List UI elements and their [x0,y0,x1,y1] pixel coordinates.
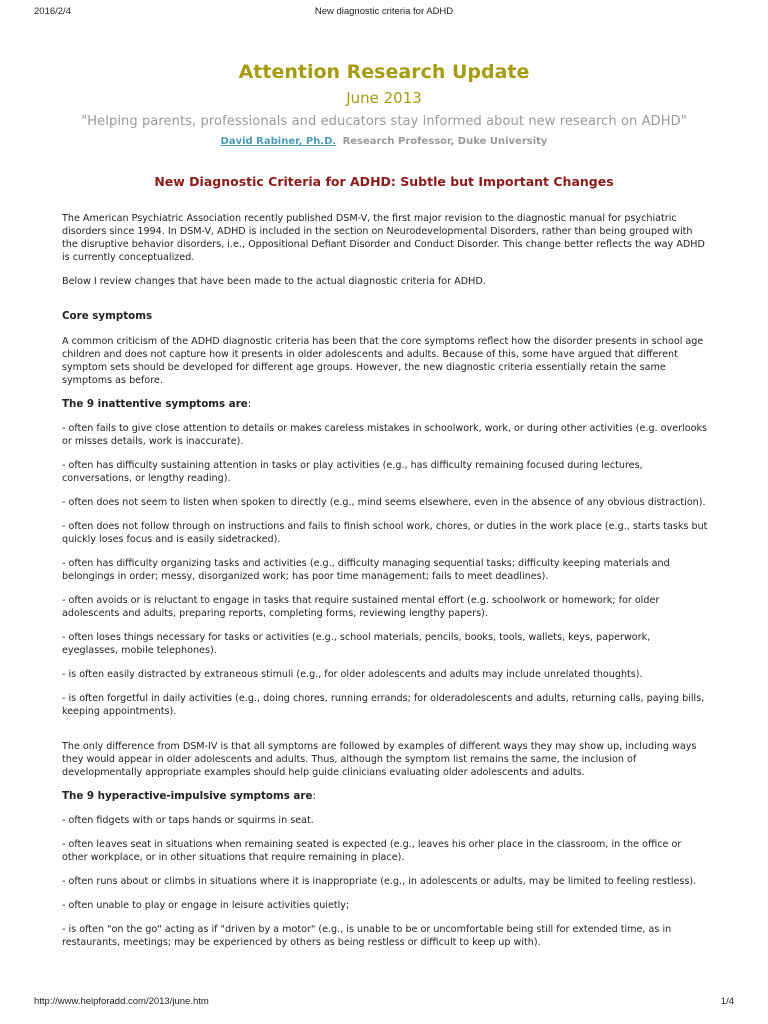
article-body [62,212,708,960]
issue-date: June 2013 [346,89,422,107]
inattentive-symptom: - often loses things necessary for tasks or activities (e.g., school materials, pencils, books, tools, wallets, keys, paperwork, eyeglasses, mobile telephones). [62,632,651,656]
hyperactive-symptom: - often fidgets with or taps hands or squirms in seat. [62,815,314,826]
author-line [0,134,768,150]
print-page-title: New diagnostic criteria for ADHD [314,6,454,17]
inattentive-symptom: - often has difficulty organizing tasks and activities (e.g., difficulty managing sequential tasks; difficulty keeping materials and belongings in order; messy, disorganized work; has poor time management; fails to meet deadlines). [62,558,670,582]
hyperactive-symptom: - often unable to play or engage in leisure activities quietly; [62,900,350,911]
inattentive-symptom: - often avoids or is reluctant to engage in tasks that require sustained mental effort (e.g. schoolwork or homework; for older adolescents and adults, preparing reports, completing forms, reviewing lengthy papers). [62,595,660,619]
site-title: Attention Research Update [238,61,530,83]
difference-paragraph: The only difference from DSM-IV is that all symptoms are followed by examples of different ways they may show up, including ways they would appear in older adolescents and adults. Thus, although the symptom list remains the same, the inclusion of developmentally appropriate examples should help guide clinicians evaluating older adolescents and adults. [62,741,697,778]
page-number: 1/4 [720,996,734,1007]
inattentive-symptom: - often has difficulty sustaining attention in tasks or play activities (e.g., has difficulty remaining focused during lectures, conversations, or lengthy reading). [62,460,643,484]
tagline: "Helping parents, professionals and educators stay informed about new research on ADHD" [81,114,687,129]
inattentive-symptom: - is often easily distracted by extraneous stimuli (e.g., for older adolescents and adults may include unrelated thoughts). [62,669,643,680]
print-footer [0,996,768,1010]
inattentive-symptom: - often does not seem to listen when spoken to directly (e.g., mind seems elsewhere, even in the absence of any obvious distraction). [62,497,706,508]
author-link[interactable]: David Rabiner, Ph.D. [220,136,337,147]
intro-paragraph: The American Psychiatric Association recently published DSM-V, the first major revision to the diagnostic manual for psychiatric disorders since 1994. In DSM-V, ADHD is included in the section on Neurodevelopmental Disorders, rather than being grouped with the disruptive behavior disorders, i.e., Oppositional Defiant Disorder and Conduct Disorder. This change better reflects the way ADHD is currently conceptualized. [62,213,705,263]
inattentive-heading: The 9 inattentive symptoms are: [62,398,252,410]
print-url: http://www.helpforadd.com/2013/june.htm [34,996,209,1007]
print-date: 2016/2/4 [34,6,71,17]
hyperactive-heading: The 9 hyperactive-impulsive symptoms are: [62,790,316,802]
inattentive-symptom: - often fails to give close attention to details or makes careless mistakes in schoolwork, work, or during other activities (e.g. overlooks or misses details, work is inaccurate). [62,423,708,447]
print-header [0,6,768,20]
hyperactive-symptom: - often leaves seat in situations when remaining seated is expected (e.g., leaves his orher place in the classroom, in the office or other workplace, or in other situations that require remaining in place). [62,839,682,863]
hyperactive-symptom: - is often "on the go" acting as if "driven by a motor" (e.g., is unable to be or uncomfortable being still for extended time, as in restaurants, meetings; may be experienced by others as being restless or difficult to keep up with). [62,924,672,948]
intro-paragraph: Below I review changes that have been made to the actual diagnostic criteria for ADHD. [62,276,486,287]
author-role: Research Professor, Duke University [342,136,548,147]
inattentive-symptom: - is often forgetful in daily activities (e.g., doing chores, running errands; for olderadolescents and adults, returning calls, paying bills, keeping appointments). [62,693,705,717]
inattentive-symptom: - often does not follow through on instructions and fails to finish school work, chores, or duties in the work place (e.g., starts tasks but quickly loses focus and is easily sidetracked). [62,521,708,545]
core-paragraph: A common criticism of the ADHD diagnostic criteria has been that the core symptoms reflect how the disorder presents in school age children and does not capture how it presents in older adolescents and adults. Because of this, some have argued that different symptom sets should be developed for different age groups. However, the new diagnostic criteria essentially retain the same symptoms as before. [62,336,704,386]
masthead [0,60,768,150]
article-title: New Diagnostic Criteria for ADHD: Subtle but Important Changes [154,174,614,189]
section-heading-core-symptoms: Core symptoms [62,310,153,322]
hyperactive-symptom: - often runs about or climbs in situations where it is inappropriate (e.g., in adolescents or adults, may be limited to feeling restless). [62,876,697,887]
